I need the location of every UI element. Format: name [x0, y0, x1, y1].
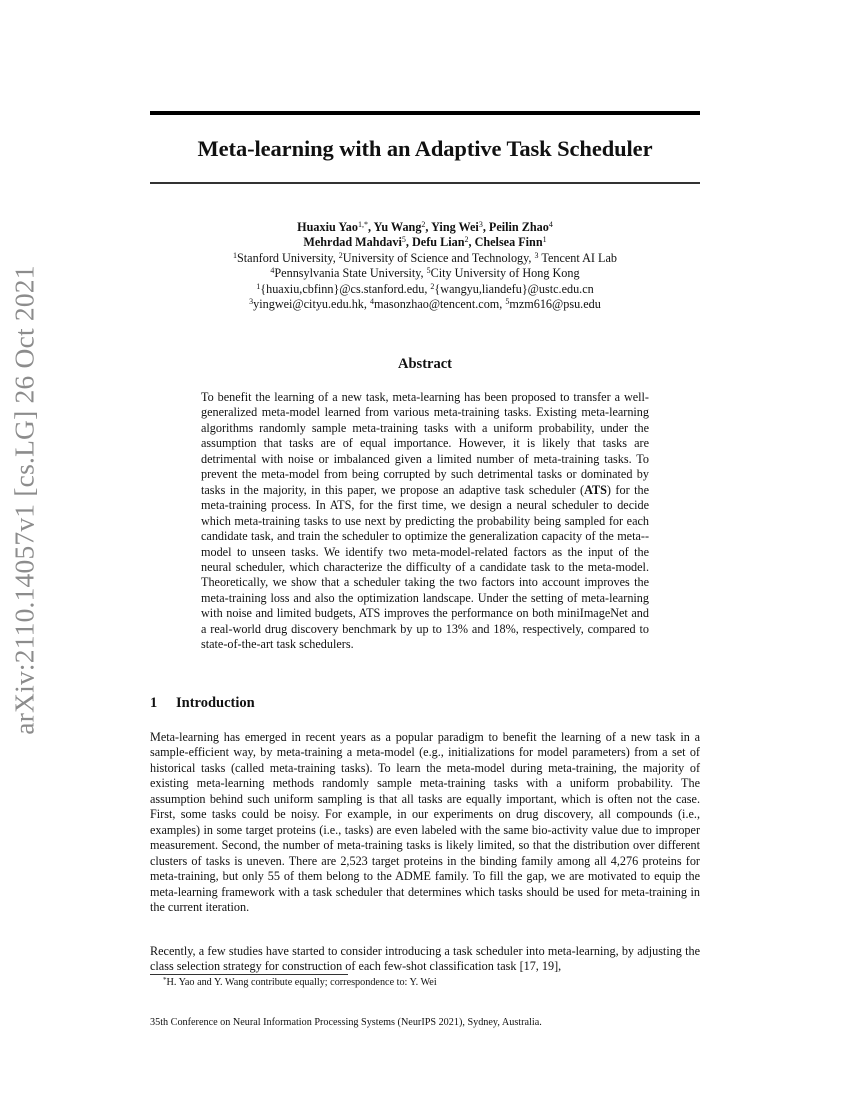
- author-names-line-1: [150, 220, 700, 235]
- author-separator: ,: [468, 235, 475, 250]
- affiliation-mark: 2: [338, 250, 343, 260]
- arxiv-stamp-text: arXiv:2110.14057v1 [cs.LG] 26 Oct 2021: [9, 265, 41, 735]
- footnote-rule: [150, 974, 348, 975]
- abstract-body: [201, 390, 649, 653]
- author-name: Chelsea Finn: [474, 235, 543, 250]
- abstract-heading: Abstract: [398, 356, 452, 372]
- title-top-rule: [150, 111, 700, 115]
- email-address: mzm616@psu.edu: [509, 297, 601, 312]
- author-affiliation-mark: 1,*: [357, 220, 368, 229]
- author-name: Defu Lian: [411, 235, 465, 250]
- conference-notice: 35th Conference on Neural Information Processing Systems (NeurIPS 2021), Sydney, Australia.: [150, 1017, 542, 1028]
- author-separator: ,: [482, 220, 489, 234]
- author-name: Ying Wei: [431, 220, 479, 234]
- emails-line-1: [150, 282, 700, 297]
- title-bottom-rule: [150, 182, 700, 184]
- affiliation-mark: 3: [534, 250, 539, 260]
- affiliations-line-2: [150, 266, 700, 281]
- footnote: [163, 976, 700, 989]
- author-affiliation-mark: 1: [542, 235, 547, 245]
- email-mark: 2: [430, 281, 435, 291]
- author-affiliation-mark: 2: [464, 235, 469, 245]
- affiliation-name: Pennsylvania State University,: [274, 266, 427, 281]
- author-names-line-2: [150, 235, 700, 250]
- section-number: 1: [150, 695, 158, 711]
- footnote-text: H. Yao and Y. Wang contribute equally; correspondence to: Y. Wei: [166, 977, 437, 988]
- author-affiliation-mark: 4: [548, 220, 553, 229]
- arxiv-identifier-stamp: [4, 265, 46, 735]
- affiliation-name: Tencent AI Lab: [538, 250, 617, 265]
- footnote-marker: *: [163, 976, 167, 984]
- author-name: Yu Wang: [373, 220, 422, 234]
- author-name: Peilin Zhao: [488, 220, 549, 234]
- email-address: {wangyu,liandefu}@ustc.edu.cn: [434, 281, 594, 296]
- introduction-paragraph-1: Meta-learning has emerged in recent years as a popular paradigm to benefit the learning of a new task in a sample-efficient way, by meta-training a meta-model (e.g., initializations for model parameters) from a set of historical tasks (called meta-training tasks). To learn the meta-model during meta-training, the majority of existing meta-learning methods randomly sample meta-training tasks with a uniform probability. The assumption behind such uniform sampling is that all tasks are equally important, which is often not the case. First, some tasks could be noisy. For example, in our experiments on drug discovery, all compounds (i.e., examples) in some target proteins (i.e., tasks) are even labeled with the same bio-activity value due to improper measurement. Second, the number of meta-training tasks is likely limited, so that the distribution over different clusters of tasks is uneven. There are 2,523 target proteins in the binding family among all 4,276 proteins for meta-training, but only 55 of them belong to the ADME family. To fill the gap, we are motivated to equip the meta-learning framework with a task scheduler that determines which tasks should be used for meta-training in the current iteration.: [150, 730, 700, 914]
- affiliation-mark: 5: [426, 266, 431, 276]
- email-mark: 5: [505, 297, 510, 307]
- affiliation-name: University of Science and Technology,: [342, 250, 535, 265]
- affiliations-line-1: [150, 251, 700, 266]
- author-name: Huaxiu Yao: [297, 220, 358, 234]
- email-address: {huaxiu,cbfinn}@cs.stanford.edu,: [260, 281, 431, 296]
- emails-line-2: [150, 297, 700, 312]
- author-separator: ,: [367, 220, 374, 234]
- author-affiliation-mark: 3: [478, 220, 483, 229]
- author-separator: ,: [425, 220, 432, 234]
- email-address: yingwei@cityu.edu.hk,: [253, 297, 370, 312]
- introduction-paragraph-2: Recently, a few studies have started to consider introducing a task scheduler into meta-learning, by adjusting the class selection strategy for construction of each few-shot classification task [17, 19],: [150, 944, 700, 974]
- affiliation-mark: 4: [270, 266, 275, 276]
- paper-title: Meta-learning with an Adaptive Task Scheduler: [197, 136, 653, 161]
- abstract-text: To benefit the learning of a new task, meta-learning has been proposed to transfer a well-generalized meta-model learned from various meta-training tasks. Existing meta-learning algorithms randomly sample meta-training tasks with a uniform probability, under the assumption that tasks are of equal importance. However, it is likely that tasks are detrimental with noise or imbalanced given a limited number of meta-training tasks. To prevent the meta-model from being corrupted by such detrimental tasks or dominated by tasks in the majority, in this paper, we propose an adaptive task scheduler (: [201, 390, 649, 497]
- author-name: Mehrdad Mahdavi: [303, 235, 402, 250]
- abstract-text: ) for the meta-training process. In ATS, for the first time, we design a neural scheduler to decide which meta-training tasks to use next by predicting the probability being sampled for each candidate task, and train the scheduler to optimize the generalization capacity of the meta-model to unseen tasks. We identify two meta-model-related factors as the input of the neural scheduler, which characterize the difficulty of a candidate task to the meta-model. Theoretically, we show that a scheduler taking the two factors into account improves the meta-training loss and also the optimization landscape. Under the setting of meta-learning with noise and limited budgets, ATS improves the performance on both miniImageNet and a real-world drug discovery benchmark by up to 13% and 18%, respectively, compared to state-of-the-art task schedulers.: [201, 482, 649, 652]
- author-separator: ,: [405, 235, 412, 250]
- affiliation-name: Stanford University,: [237, 250, 339, 265]
- author-affiliation-mark: 2: [421, 220, 426, 229]
- email-mark: 3: [249, 297, 254, 307]
- abstract-bold-term: ATS: [584, 482, 607, 497]
- author-affiliation-mark: 5: [401, 235, 406, 245]
- email-mark: 1: [256, 281, 261, 291]
- email-mark: 4: [370, 297, 374, 307]
- author-block: [150, 220, 700, 312]
- affiliation-name: City University of Hong Kong: [430, 266, 580, 281]
- email-address: masonzhao@tencent.com,: [374, 297, 506, 312]
- affiliation-mark: 1: [233, 250, 238, 260]
- section-title: Introduction: [176, 695, 255, 711]
- section-heading-introduction: [150, 695, 700, 712]
